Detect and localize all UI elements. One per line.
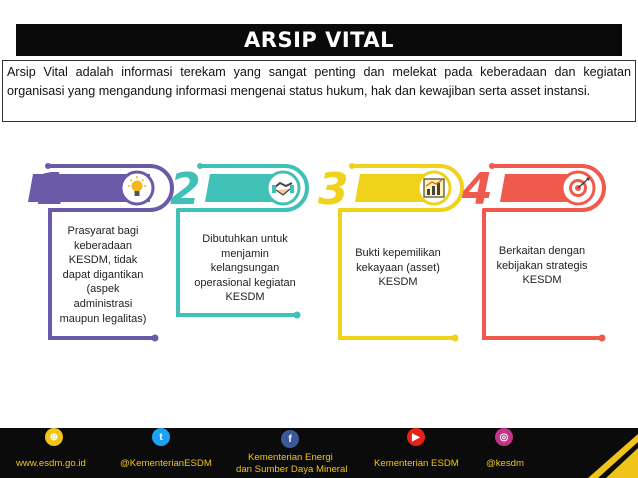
instagram-link[interactable]: @kesdm [486,458,524,469]
twitter-icon: t [152,428,170,446]
step-2-number: 2 [170,164,201,215]
step-3-text: Bukti kepemilikan kekayaan (asset) KESDM [355,247,441,289]
instagram-icon: ◎ [495,428,513,446]
facebook-icon: f [281,430,299,448]
chart-icon [424,179,444,197]
step-4-text: Berkaitan dengan kebijakan strategis KESDM [496,245,588,287]
facebook-link-line2[interactable]: dan Sumber Daya Mineral [236,464,348,475]
intro-text: Arsip Vital adalah informasi terekam yang sangat penting dan melekat pada keberadaan dan kegiatan organisasi yang mengandung informasi mengenai status hukum, hak dan kewajiban serta asset instansi. [2,60,636,122]
facebook-link-line1[interactable]: Kementerian Energi [248,452,333,463]
step-1-number: 1 [36,164,67,215]
step-4-number: 4 [462,164,493,215]
footer-bar [0,428,638,478]
twitter-link[interactable]: @KementerianESDM [120,458,212,469]
footer-corner-stripes [582,428,638,478]
website-link[interactable]: www.esdm.go.id [16,458,86,469]
globe-icon: ⊕ [45,428,63,446]
steps-diagram [0,150,638,360]
step-2-text: Dibutuhkan untuk menjamin kelangsungan operasional kegiatan KESDM [194,233,296,304]
youtube-icon: ▶ [407,428,425,446]
page-title: ARSIP VITAL [16,24,622,56]
youtube-link[interactable]: Kementerian ESDM [374,458,459,469]
step-3-number: 3 [318,164,349,215]
step-1-text: Prasyarat bagi keberadaan KESDM, tidak dapat digantikan (aspek administrasi maupun legalitas) [59,225,147,325]
